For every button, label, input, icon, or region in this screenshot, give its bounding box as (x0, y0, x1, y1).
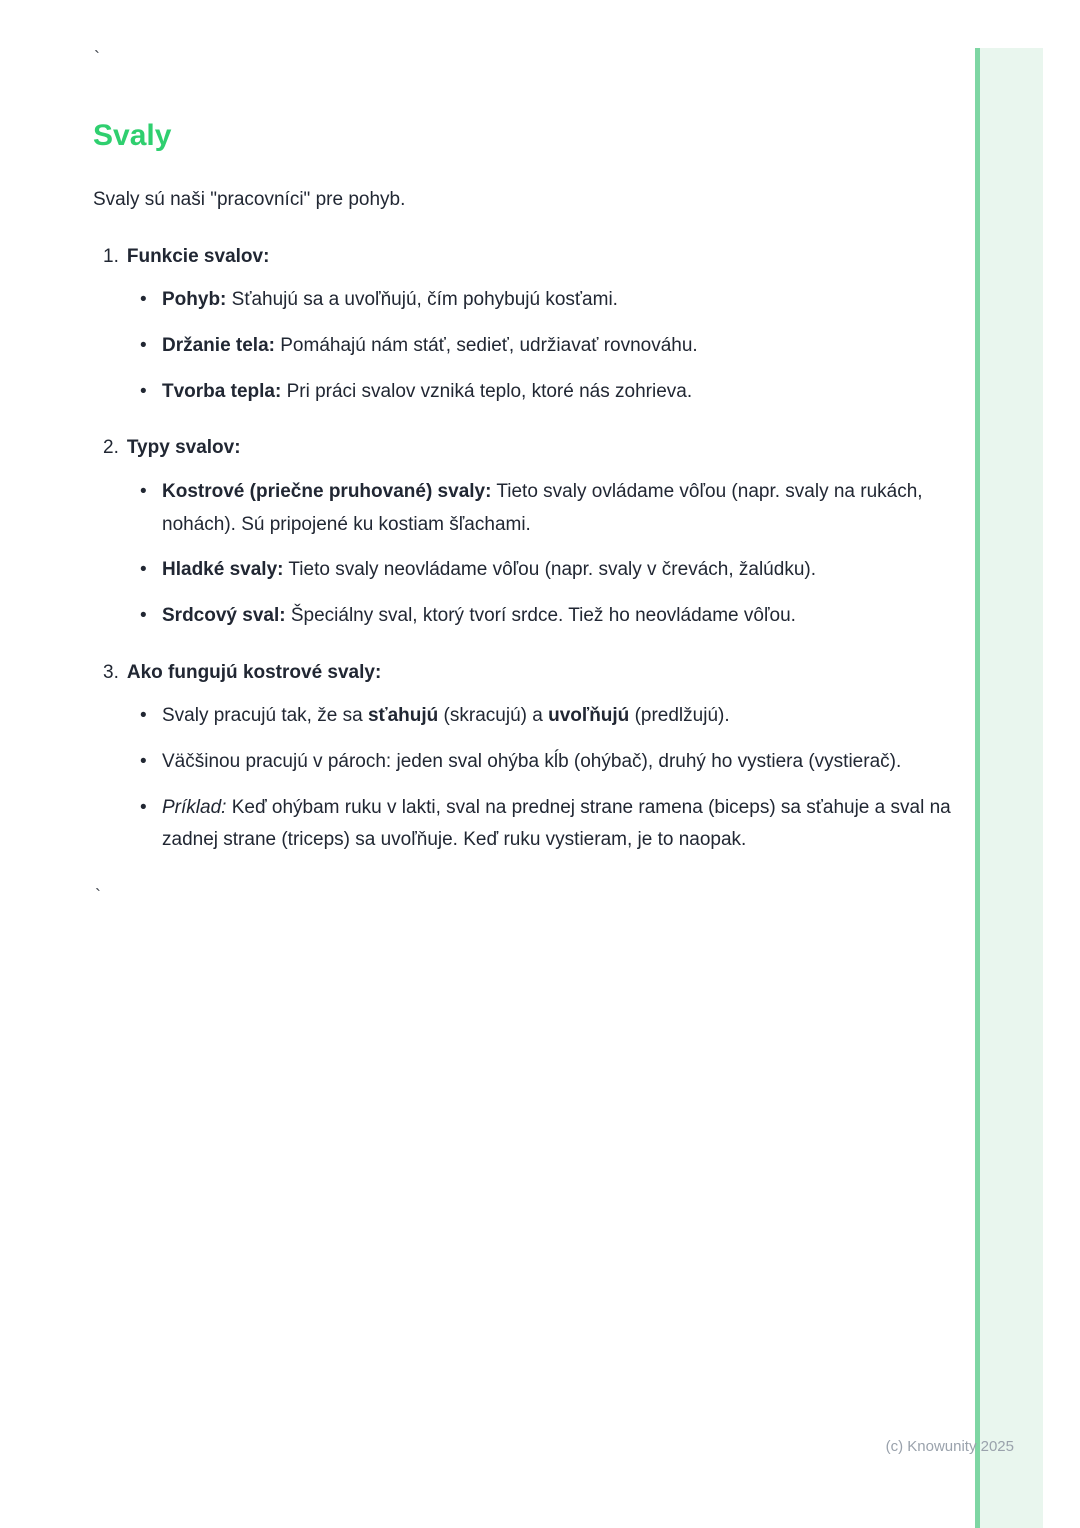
bullet-segment: Srdcový sval: (162, 605, 286, 627)
bullet-list (93, 700, 965, 857)
bullet-marker: • (140, 605, 147, 627)
bullet-item (93, 792, 965, 857)
bullet-segment: Keď ohýbam ruku v lakti, sval na prednej strane ramena (biceps) sa sťahuje a sval na zadnej strane (triceps) sa uvoľňuje. Keď ruku vystieram, je to naopak. (162, 796, 951, 851)
section-number: 2. (103, 437, 119, 459)
section-heading-row (93, 657, 965, 690)
footer-credit: (c) Knowunity 2025 (885, 1438, 1014, 1455)
section-heading: Funkcie svalov: (126, 245, 270, 267)
stray-backtick-bottom: ` (95, 886, 101, 907)
bullet-segment: Tieto svaly ovládame vôľou (napr. svaly na rukách, nohách). Sú pripojené ku kostiam šľachami. (162, 481, 923, 535)
bullet-segment: Držanie tela: (162, 335, 275, 357)
bullet-segment: Pomáhajú nám stáť, sedieť, udržiavať rovnováhu. (274, 335, 698, 357)
bullet-marker: • (140, 481, 147, 503)
bullet-text (162, 792, 962, 857)
bullet-marker: • (140, 796, 147, 818)
bullet-text (162, 746, 962, 779)
bullet-segment: Pri práci svalov vzniká teplo, ktoré nás zohrieva. (281, 380, 693, 402)
section-heading-row (93, 432, 965, 465)
bullet-marker: • (140, 705, 147, 727)
section-ako-funguju (93, 657, 965, 857)
bullet-item (93, 746, 965, 779)
bullet-segment: Tvorba tepla: (162, 380, 282, 402)
bullet-text (162, 330, 962, 363)
bullet-item (93, 330, 965, 363)
bullet-list (93, 476, 965, 633)
bullet-marker: • (140, 289, 147, 311)
section-funkcie-svalov (93, 241, 965, 409)
stray-backtick-top: ` (94, 48, 100, 68)
bullet-marker: • (140, 751, 147, 773)
bullet-text (162, 700, 962, 733)
bullet-text (162, 376, 962, 409)
bullet-segment: (predlžujú). (629, 705, 730, 727)
bullet-segment: uvoľňujú (548, 705, 630, 727)
intro-paragraph: Svaly sú naši "pracovníci" pre pohyb. (93, 189, 406, 210)
bullet-text (162, 554, 962, 587)
section-heading: Typy svalov: (126, 437, 241, 459)
bullet-item (93, 600, 965, 633)
bullet-item (93, 476, 965, 541)
bullet-segment: Svaly pracujú tak, že sa (162, 705, 368, 727)
bullet-segment: sťahujú (367, 705, 439, 727)
bullet-segment: (skracujú) a (438, 705, 549, 727)
bullet-item (93, 554, 965, 587)
bullet-marker: • (140, 559, 147, 581)
bullet-segment: Hladké svaly: (162, 559, 284, 581)
bullet-segment: Príklad: (162, 796, 227, 818)
bullet-segment: Väčšinou pracujú v pároch: jeden sval ohýba kĺb (ohýbač), druhý ho vystiera (vystierač). (162, 751, 902, 773)
right-accent-stripe (975, 48, 1043, 1528)
section-number: 1. (103, 245, 119, 267)
bullet-text (162, 600, 962, 633)
bullet-text (162, 476, 962, 541)
bullet-segment: Špeciálny sval, ktorý tvorí srdce. Tiež ho neovládame vôľou. (285, 605, 796, 627)
bullet-segment: Sťahujú sa a uvoľňujú, čím pohybujú kosťami. (226, 289, 618, 311)
bullet-segment: Tieto svaly neovládame vôľou (napr. svaly v črevách, žalúdku). (283, 559, 816, 581)
bullet-text (162, 284, 962, 317)
bullet-marker: • (140, 335, 147, 357)
bullet-list (93, 284, 965, 408)
bullet-item (93, 376, 965, 409)
section-heading: Ako fungujú kostrové svaly: (126, 661, 382, 683)
bullet-item (93, 700, 965, 733)
bullet-marker: • (140, 380, 147, 402)
document-body (93, 118, 965, 912)
bullet-segment: Pohyb: (162, 289, 227, 311)
section-heading-row (93, 241, 965, 274)
page-title: Svaly (93, 119, 172, 152)
section-number: 3. (103, 661, 119, 683)
bullet-segment: Kostrové (priečne pruhované) svaly: (162, 481, 492, 503)
section-typy-svalov (93, 432, 965, 632)
bullet-item (93, 284, 965, 317)
